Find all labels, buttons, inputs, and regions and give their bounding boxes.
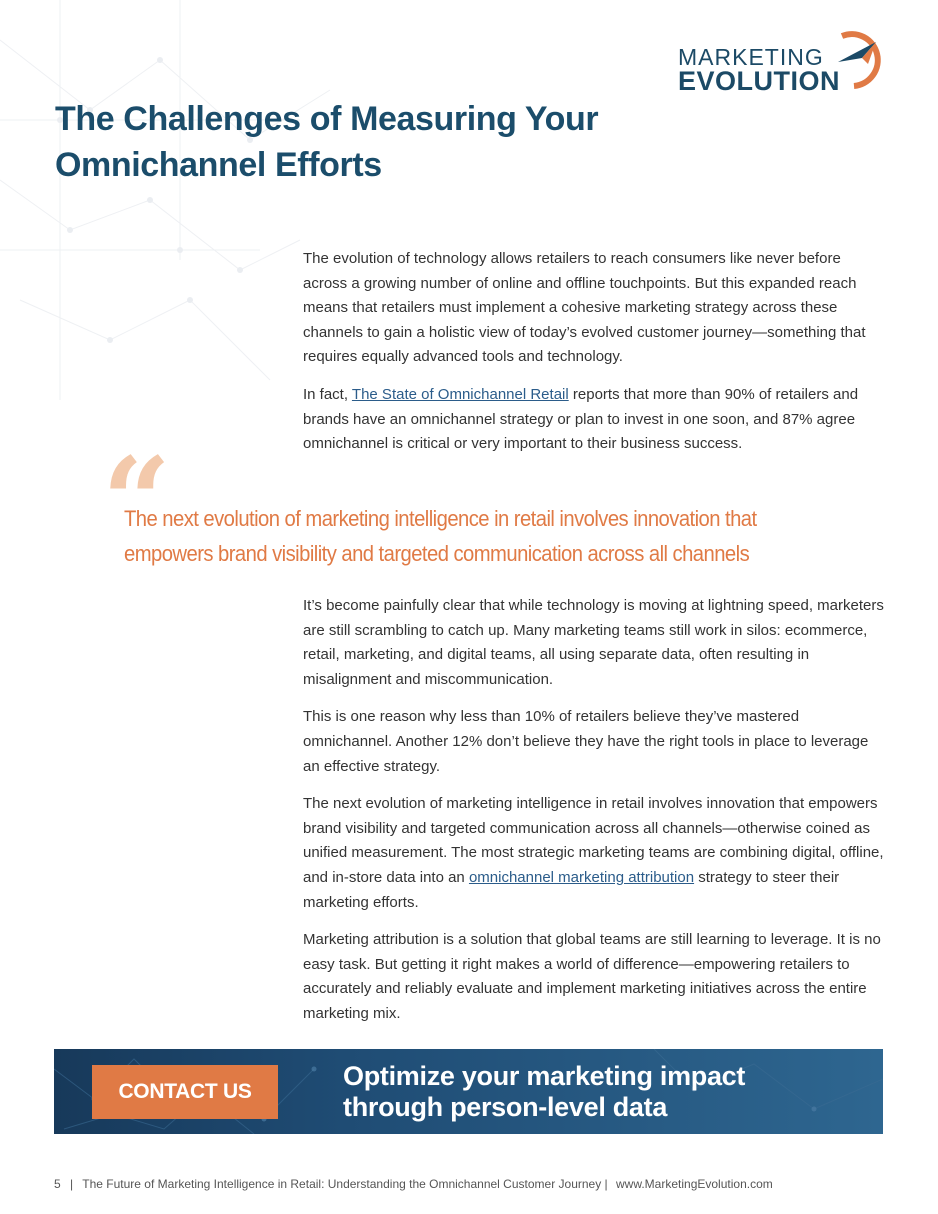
footer-document-title: The Future of Marketing Intelligence in Retail: Understanding the Omnichannel Customer Journey | [82,1177,608,1191]
body-paragraph-3: It’s become painfully clear that while technology is moving at lightning speed, marketers are still scrambling to catch up. Many marketing teams still work in silos: ecommerce, retail, marketing, and digital teams, all using separate data, often resulting in misalignment and miscommunication. [303,597,884,688]
body-paragraph-6: Marketing attribution is a solution that global teams are still learning to leverage. It is no easy task. But getting it right makes a world of difference—empowering retailers to accurately and reliably evaluate and implement marketing initiatives across the entire marketing mix. [303,931,881,1022]
page-title [55,96,615,188]
intro-p2-after: reports that more than 90% of retailers and brands have an omnichannel strategy or plan to invest in one soon, and 87% agree omnichannel is critical or very important to their business success. [303,385,859,453]
page-footer [54,1177,773,1191]
banner-headline [343,1061,863,1123]
banner-headline-line2: through person-level data [343,1092,668,1122]
intro-paragraph-1: The evolution of technology allows retailers to reach consumers like never before across a growing number of online and offline touchpoints. But this expanded reach means that retailers must implement a cohesive marketing strategy across these channels to gain a holistic view of today’s evolved customer journey—something that requires equally advanced tools and technology. [303,250,866,366]
contact-us-button[interactable]: CONTACT US [92,1065,278,1119]
logo-wordmark-line1: MARKETING [678,44,824,70]
state-of-omnichannel-retail-link[interactable]: The State of Omnichannel Retail [351,385,569,403]
footer-website-link[interactable]: www.MarketingEvolution.com [616,1177,773,1191]
intro-paragraph-2 [303,383,888,457]
banner-headline-line1: Optimize your marketing impact [343,1061,746,1091]
page-number: 5 [54,1177,61,1191]
cta-banner [54,1049,883,1134]
body-paragraph-4: This is one reason why less than 10% of retailers believe they’ve mastered omnichannel. Another 12% don’t believe they have the right tools in place to leverage an effective strategy. [303,708,869,775]
pull-quote-line2: empowers brand visibility and targeted communication across all channels [124,541,750,566]
logo-swoosh-icon [832,28,888,94]
intro-section [303,247,888,457]
body-paragraph-5 [303,792,888,915]
logo-wordmark-line2: EVOLUTION [678,66,841,96]
page-title-line2: Omnichannel Efforts [55,146,382,184]
pull-quote [124,501,768,571]
intro-p2-before: In fact, [303,385,352,403]
marketing-evolution-logo[interactable] [676,28,896,98]
page-title-line1: The Challenges of Measuring Your [55,100,599,138]
pull-quote-line1: The next evolution of marketing intelligence in retail involves innovation that [124,506,757,531]
body-section [303,594,888,1027]
quote-mark-icon: “ [102,431,172,572]
body-p5-before: The next evolution of marketing intelligence in retail involves innovation that empowers brand visibility and targeted communication across all channels—otherwise coined as unified measurement. The most strategic marketing teams are combining digital, offline, and in-store data into an [303,795,884,886]
body-p5-after: strategy to steer their marketing efforts. [303,868,840,911]
omnichannel-marketing-attribution-link[interactable]: omnichannel marketing attribution [468,868,695,886]
footer-separator: | [70,1177,74,1191]
